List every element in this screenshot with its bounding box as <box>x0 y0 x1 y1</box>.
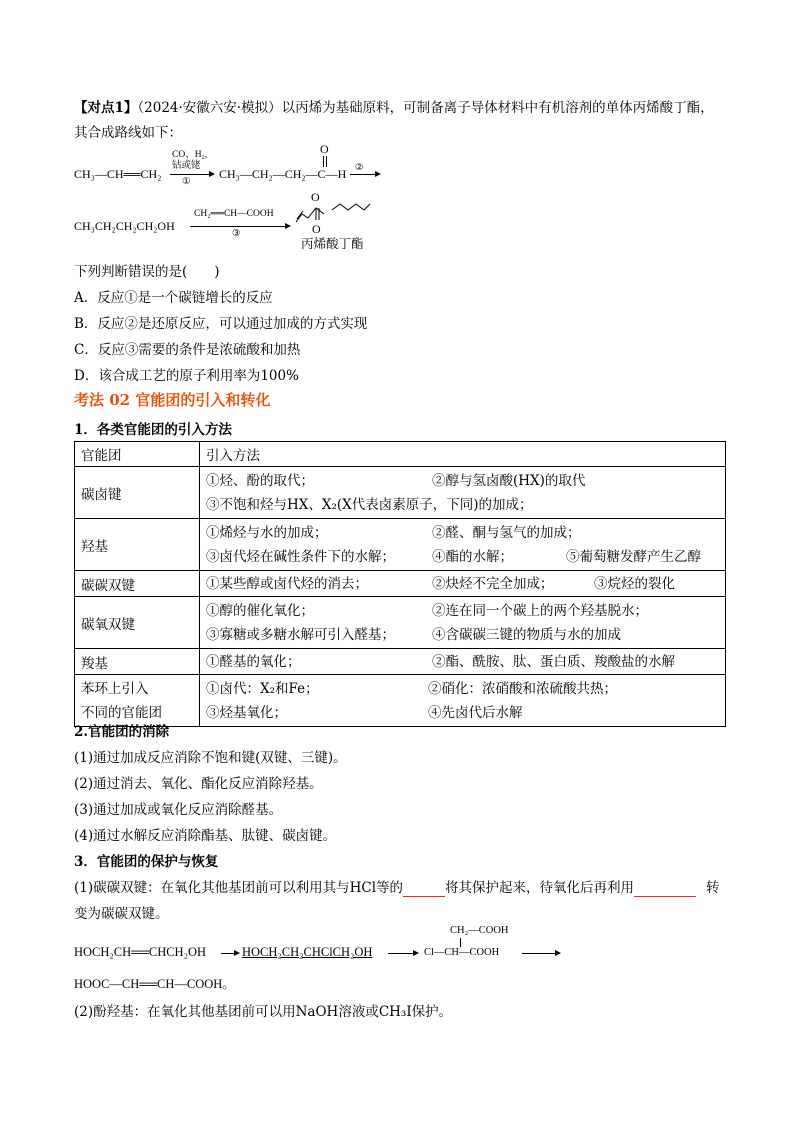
group-cell: 碳氧双键 <box>75 597 200 649</box>
question-tag: 【对点1】 <box>74 100 138 116</box>
method-item: ③烃基氧化； <box>206 704 287 721</box>
method-cell <box>200 649 726 675</box>
table-header-method: 引入方法 <box>200 442 726 467</box>
table-row <box>75 597 726 649</box>
option-c[interactable]: C．反应③需要的条件是浓硫酸和加热 <box>74 342 301 358</box>
scheme-chloro-acid: Cl—CH—COOH <box>424 947 500 958</box>
ester-ring-oxygen: O <box>311 190 320 204</box>
step2-arrow <box>350 174 376 175</box>
method-item: ③寡糖或多糖水解可引入醛基； <box>206 626 395 643</box>
table-row <box>75 675 726 727</box>
protection-text-1 <box>74 876 720 897</box>
scheme-arrow-3 <box>522 953 556 954</box>
fill-blank-1[interactable] <box>403 880 445 897</box>
option-b[interactable]: B．反应②是还原反应，可以通过加成的方式实现 <box>74 316 368 332</box>
method-item: ①烯烃与水的加成； <box>206 524 328 541</box>
method-item: ②硝化：浓硝酸和浓硫酸共热； <box>428 680 617 697</box>
step3-condition: CH₂══CH—COOH <box>194 209 274 219</box>
fill-blank-2[interactable] <box>634 880 696 897</box>
ester-carbonyl-oxygen: O <box>312 222 321 236</box>
butyl-acrylate-structure <box>292 196 372 236</box>
table-header-group: 官能团 <box>75 442 200 467</box>
protection-text-part: 转 <box>706 880 720 896</box>
method-item: ①烃、酚的取代； <box>206 472 314 489</box>
step2-label: ② <box>355 163 364 173</box>
group-cell: 羧基 <box>75 649 200 675</box>
table-row <box>75 467 726 519</box>
method-item: ③不饱和烃与HX、X₂(X代表卤素原子，下同)的加成； <box>206 496 533 513</box>
step1-arrowhead <box>209 171 215 177</box>
protection-text-part: 将其保护起来，待氧化后再利用 <box>445 880 635 896</box>
method-item: ⑤葡萄糖发酵产生乙醇 <box>566 548 701 565</box>
scheme-branch-top: CH₂—COOH <box>450 925 509 936</box>
scheme-branch-bond <box>460 938 462 947</box>
method-cell <box>200 597 726 649</box>
question-intro-line2: 其合成路线如下： <box>74 125 182 141</box>
method-item: ③卤代烃在碱性条件下的水解； <box>206 548 395 565</box>
method-cell <box>200 675 726 727</box>
elim-item-1: (1)通过加成反应消除不饱和键(双键、三键)。 <box>74 750 347 766</box>
method-item: ④先卤代后水解 <box>428 704 523 721</box>
elim-item-4: (4)通过水解反应消除酯基、肽键、碳卤键。 <box>74 828 337 844</box>
aldehyde-formula: CH₃—CH₂—CH₂—C—H <box>219 167 347 181</box>
method-item: ④含碳碳三键的物质与水的加成 <box>432 626 621 643</box>
method-item: ②醛、酮与氢气的加成； <box>432 524 581 541</box>
sub-heading-3: 3．官能团的保护与恢复 <box>74 854 219 870</box>
elim-item-2: (2)通过消去、氧化、酯化反应消除羟基。 <box>74 776 323 792</box>
option-a[interactable]: A．反应①是一个碳链增长的反应 <box>74 290 273 306</box>
step1-condition-mid: 钴或铑 <box>172 161 201 171</box>
group-cell-line: 不同的官能团 <box>81 704 162 721</box>
method-item: ②连在同一个碳上的两个羟基脱水； <box>432 602 648 619</box>
scheme-end-formula: HOOC—CH══CH—COOH。 <box>74 977 235 991</box>
method-item: ①某些醇或卤代烃的消去； <box>206 575 368 592</box>
method-cell <box>200 571 726 597</box>
method-item: ④酯的水解； <box>432 548 513 565</box>
functional-group-table <box>74 441 726 727</box>
table-row <box>75 519 726 571</box>
protection-text-3: (2)酚羟基：在氧化其他基团前可以用NaOH溶液或CH₃I保护。 <box>74 1004 453 1020</box>
scheme-intermediate-formula: HOCH₂CH₂CHClCH₂OH <box>242 945 373 959</box>
propene-formula: CH₃—CH══CH₂ <box>74 167 162 181</box>
aldehyde-double-bond-2 <box>326 156 328 167</box>
aldehyde-oxygen: O <box>320 142 329 156</box>
step1-label: ① <box>182 177 191 187</box>
scheme-arrow-2 <box>388 953 414 954</box>
question-prompt: 下列判断错误的是( ) <box>74 264 220 280</box>
question-intro-text: （2024·安徽六安·模拟）以丙烯为基础原料，可制备离子导体材料中有机溶剂的单体丙烯酸丁酯， <box>137 100 714 116</box>
product-name: 丙烯酸丁酯 <box>301 236 364 251</box>
method-cell <box>200 467 726 519</box>
step1-condition-top: CO、H₂, <box>172 150 208 160</box>
protection-text-part: (1)碳碳双键：在氧化其他基团前可以利用其与HCl等的 <box>74 880 404 896</box>
method-item: ①醛基的氧化； <box>206 653 301 670</box>
method-item: ②酯、酰胺、肽、蛋白质、羧酸盐的水解 <box>432 653 675 670</box>
group-cell: 碳碳双键 <box>75 571 200 597</box>
group-cell-line: 苯环上引入 <box>81 680 149 697</box>
group-cell <box>75 675 200 727</box>
step3-arrowhead <box>285 223 291 229</box>
scheme-start-formula: HOCH₂CH══CHCH₂OH <box>74 945 206 959</box>
method-item: ①醇的催化氧化； <box>206 602 314 619</box>
scheme-arrowhead-2 <box>413 950 419 956</box>
butanol-formula: CH₃CH₂CH₂CH₂OH <box>74 219 175 233</box>
table-header-row <box>75 442 726 467</box>
scheme-arrowhead-1 <box>234 950 240 956</box>
protection-text-2: 变为碳碳双键。 <box>74 906 169 922</box>
group-cell: 羟基 <box>75 519 200 571</box>
step3-label: ③ <box>232 229 241 239</box>
option-d[interactable]: D．该合成工艺的原子利用率为100% <box>74 368 299 384</box>
step3-arrow <box>190 226 286 227</box>
method-item: ①卤代：X₂和Fe； <box>206 680 319 697</box>
step2-arrowhead <box>375 171 381 177</box>
question-intro-line1 <box>74 96 714 116</box>
section-title: 考法 02 官能团的引入和转化 <box>74 391 271 409</box>
scheme-arrow-1 <box>221 953 235 954</box>
sub-heading-1: 1．各类官能团的引入方法 <box>74 422 232 438</box>
method-cell <box>200 519 726 571</box>
method-item: ③烷烃的裂化 <box>594 575 675 592</box>
elim-item-3: (3)通过加成或氧化反应消除醛基。 <box>74 802 283 818</box>
method-item: ②醇与氢卤酸(HX)的取代 <box>432 472 586 489</box>
step1-arrow <box>170 174 210 175</box>
table-row <box>75 649 726 675</box>
sub-heading-2: 2.官能团的消除 <box>74 724 170 740</box>
aldehyde-double-bond-1 <box>323 156 325 167</box>
method-item: ②炔烃不完全加成； <box>432 575 554 592</box>
table-row <box>75 571 726 597</box>
group-cell: 碳卤键 <box>75 467 200 519</box>
scheme-arrowhead-3 <box>555 950 561 956</box>
